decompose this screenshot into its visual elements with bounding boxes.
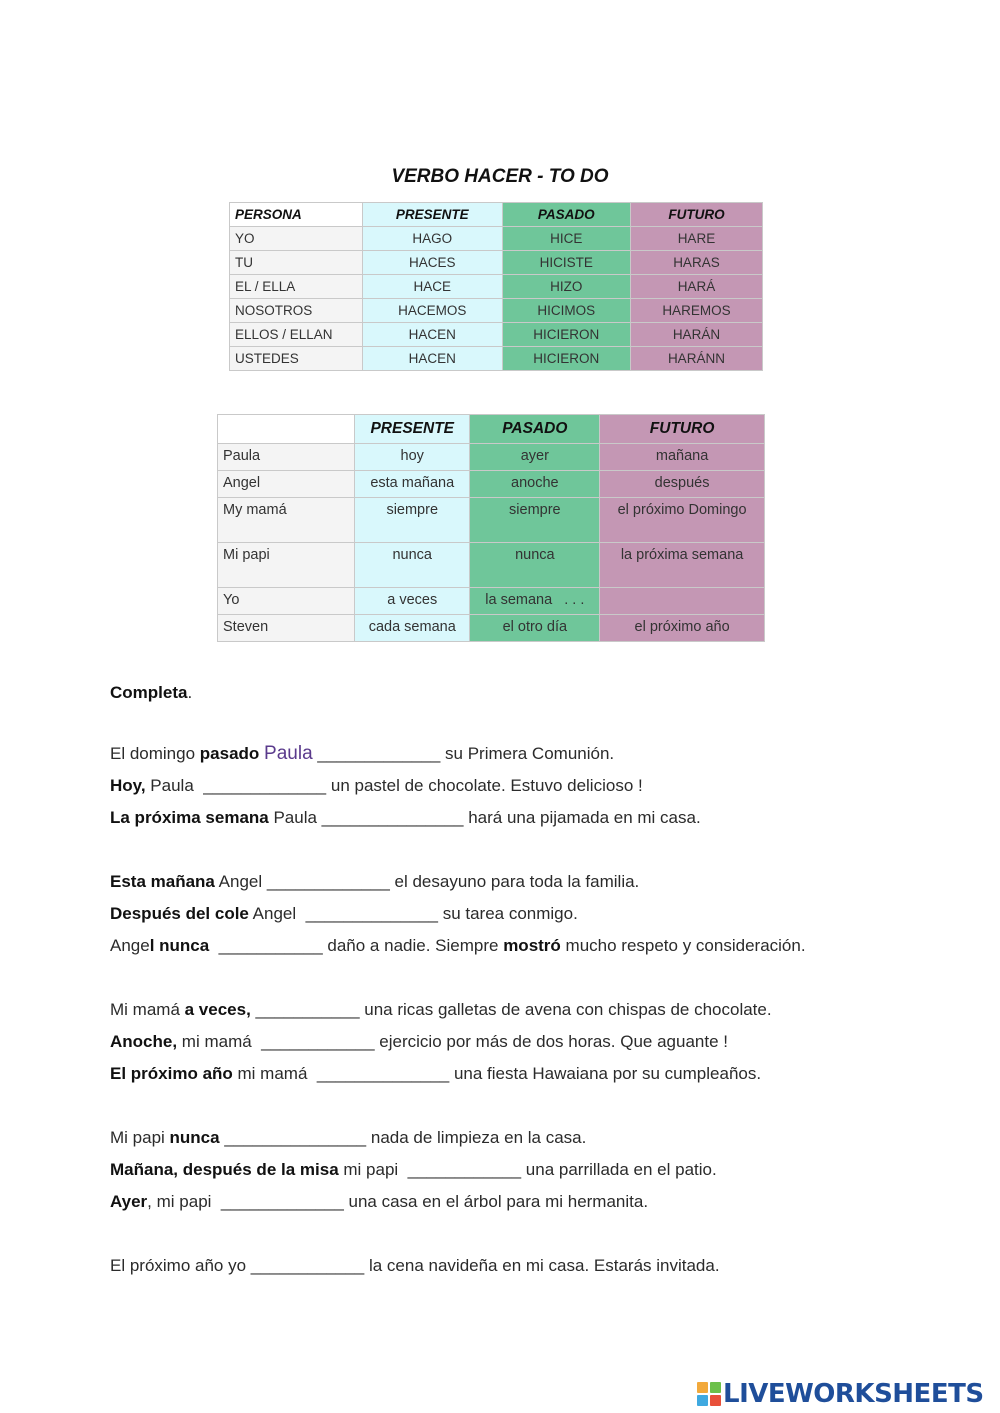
text-segment: Angel ______________ su tarea conmigo. bbox=[248, 904, 578, 923]
cell-pasado: HICIERON bbox=[502, 323, 630, 347]
table-row bbox=[218, 543, 765, 588]
bold-segment: Hoy, bbox=[110, 776, 146, 795]
cell-presente: HACEN bbox=[363, 323, 503, 347]
text-segment: _______________ nada de limpieza en la casa. bbox=[219, 1128, 587, 1147]
table-row bbox=[218, 471, 765, 498]
text-segment: El domingo bbox=[110, 744, 200, 763]
sentence-line bbox=[110, 903, 970, 935]
logo-mark-icon bbox=[697, 1382, 721, 1406]
table-row bbox=[230, 299, 763, 323]
sentence-line bbox=[110, 1191, 970, 1223]
cell-futuro: la próxima semana bbox=[600, 543, 765, 588]
worksheet-title: VERBO HACER - TO DO bbox=[391, 166, 609, 187]
text-segment: mi papi ____________ una parrillada en el patio. bbox=[338, 1160, 717, 1179]
cell-futuro: HARE bbox=[630, 227, 762, 251]
cell-pasado: HICIERON bbox=[502, 347, 630, 371]
table-row bbox=[230, 323, 763, 347]
papi-group bbox=[110, 1127, 970, 1223]
table-row bbox=[218, 498, 765, 543]
table-row bbox=[230, 227, 763, 251]
header-pasado: PASADO bbox=[470, 415, 600, 444]
text-segment: , mi papi _____________ una casa en el árbol para mi hermanita. bbox=[147, 1192, 649, 1211]
text-segment: mi mamá ____________ ejercicio por más de dos horas. Que aguante ! bbox=[177, 1032, 729, 1051]
table-header-row bbox=[218, 415, 765, 444]
cell-persona: EL / ELLA bbox=[230, 275, 363, 299]
cell-persona: ELLOS / ELLAN bbox=[230, 323, 363, 347]
text-segment: ___________ daño a nadie. Siempre bbox=[209, 936, 504, 955]
cell-pasado: ayer bbox=[470, 444, 600, 471]
cell-presente: HACEMOS bbox=[363, 299, 503, 323]
verb-conjugation-table bbox=[229, 202, 763, 371]
cell-pasado: anoche bbox=[470, 471, 600, 498]
angel-group bbox=[110, 871, 970, 967]
cell-presente: HACEN bbox=[363, 347, 503, 371]
sentence-line bbox=[110, 743, 970, 775]
exercise-title-suffix: . bbox=[187, 683, 193, 702]
cell-futuro: después bbox=[600, 471, 765, 498]
bold-segment: Esta mañana bbox=[110, 872, 215, 891]
cell-futuro: mañana bbox=[600, 444, 765, 471]
cell-persona: NOSOTROS bbox=[230, 299, 363, 323]
cell-futuro: HARÁ bbox=[630, 275, 762, 299]
table-row bbox=[230, 347, 763, 371]
header-empty bbox=[218, 415, 355, 444]
cell-persona: TU bbox=[230, 251, 363, 275]
cell-presente: a veces bbox=[355, 588, 470, 615]
cell-pasado: HICE bbox=[502, 227, 630, 251]
table-header-row bbox=[230, 203, 763, 227]
paula-group bbox=[110, 743, 970, 839]
cell-pasado: HICISTE bbox=[502, 251, 630, 275]
table-row bbox=[218, 444, 765, 471]
cell-presente: HACES bbox=[363, 251, 503, 275]
cell-presente: nunca bbox=[355, 543, 470, 588]
cell-pasado: nunca bbox=[470, 543, 600, 588]
cell-pasado: la semana . . . bbox=[470, 588, 600, 615]
bold-segment: Después del cole bbox=[110, 904, 249, 923]
bold-segment: La próxima semana bbox=[110, 808, 269, 827]
sentence-line bbox=[110, 1031, 970, 1063]
cell-futuro: el próximo año bbox=[600, 615, 765, 642]
bold-segment: nunca bbox=[169, 1128, 220, 1147]
text-segment: Mi mamá bbox=[110, 1000, 185, 1019]
sentence-line bbox=[110, 1159, 970, 1191]
cell-persona: Angel bbox=[218, 471, 355, 498]
cell-presente: esta mañana bbox=[355, 471, 470, 498]
cell-presente: siempre bbox=[355, 498, 470, 543]
table-row bbox=[218, 588, 765, 615]
text-segment: Mi papi bbox=[110, 1128, 170, 1147]
sentence-line bbox=[110, 807, 970, 839]
cell-persona: Mi papi bbox=[218, 543, 355, 588]
cell-persona: USTEDES bbox=[230, 347, 363, 371]
sentence-line bbox=[110, 999, 970, 1031]
bold-segment: El próximo año bbox=[110, 1064, 233, 1083]
cell-persona: YO bbox=[230, 227, 363, 251]
cell-persona: Yo bbox=[218, 588, 355, 615]
cell-futuro: HARÁNN bbox=[630, 347, 762, 371]
header-futuro: FUTURO bbox=[600, 415, 765, 444]
logo-square bbox=[710, 1382, 721, 1393]
bold-segment: l nunca bbox=[149, 936, 210, 955]
yo-group bbox=[110, 1255, 970, 1287]
sentence-line bbox=[110, 775, 970, 807]
text-segment: mi mamá ______________ una fiesta Hawaiana por su cumpleaños. bbox=[232, 1064, 762, 1083]
header-futuro: FUTURO bbox=[630, 203, 762, 227]
mama-group bbox=[110, 999, 970, 1095]
bold-segment: Ayer bbox=[110, 1192, 148, 1211]
header-presente: PRESENTE bbox=[363, 203, 503, 227]
bold-segment: mostró bbox=[503, 936, 561, 955]
cell-presente: cada semana bbox=[355, 615, 470, 642]
cell-persona: Steven bbox=[218, 615, 355, 642]
cell-presente: HACE bbox=[363, 275, 503, 299]
logo-text: LIVEWORKSHEETS bbox=[723, 1379, 984, 1409]
text-segment: _____________ su Primera Comunión. bbox=[312, 744, 615, 763]
cell-futuro bbox=[600, 588, 765, 615]
bold-segment: a veces, bbox=[184, 1000, 251, 1019]
liveworksheets-logo bbox=[697, 1378, 984, 1410]
sentence-line bbox=[110, 935, 970, 967]
header-presente: PRESENTE bbox=[355, 415, 470, 444]
cell-pasado: HICIMOS bbox=[502, 299, 630, 323]
cell-futuro: el próximo Domingo bbox=[600, 498, 765, 543]
text-segment: mucho respeto y consideración. bbox=[560, 936, 806, 955]
table-row bbox=[230, 251, 763, 275]
exercise-title-text: Completa bbox=[110, 683, 188, 702]
cell-persona: My mamá bbox=[218, 498, 355, 543]
sentence-line bbox=[110, 871, 970, 903]
header-pasado: PASADO bbox=[502, 203, 630, 227]
cell-persona: Paula bbox=[218, 444, 355, 471]
logo-square bbox=[697, 1382, 708, 1393]
sentence-line bbox=[110, 1127, 970, 1159]
table-row bbox=[218, 615, 765, 642]
logo-square bbox=[710, 1395, 721, 1406]
sentence-line bbox=[110, 1063, 970, 1095]
cell-presente: HAGO bbox=[363, 227, 503, 251]
cell-pasado: el otro día bbox=[470, 615, 600, 642]
cell-futuro: HARÁN bbox=[630, 323, 762, 347]
exercise-title bbox=[110, 683, 970, 703]
sentence-line bbox=[110, 1255, 970, 1287]
header-persona: PERSONA bbox=[230, 203, 363, 227]
answer-name: Paula bbox=[264, 743, 313, 764]
table-row bbox=[230, 275, 763, 299]
cell-pasado: siempre bbox=[470, 498, 600, 543]
text-segment: Angel _____________ el desayuno para toda la familia. bbox=[214, 872, 640, 891]
bold-segment: pasado bbox=[199, 744, 260, 763]
bold-segment: Mañana, después de la misa bbox=[110, 1160, 339, 1179]
cell-futuro: HARAS bbox=[630, 251, 762, 275]
text-segment: Ange bbox=[110, 936, 150, 955]
text-segment: Paula _____________ un pastel de chocolate. Estuvo delicioso ! bbox=[145, 776, 643, 795]
text-segment: ___________ una ricas galletas de avena con chispas de chocolate. bbox=[250, 1000, 772, 1019]
text-segment: El próximo año yo ____________ la cena navideña en mi casa. Estarás invitada. bbox=[110, 1256, 720, 1275]
logo-square bbox=[697, 1395, 708, 1406]
bold-segment: Anoche, bbox=[110, 1032, 178, 1051]
exercise-section bbox=[110, 683, 970, 1319]
cell-futuro: HAREMOS bbox=[630, 299, 762, 323]
time-expressions-table bbox=[217, 414, 765, 642]
cell-pasado: HIZO bbox=[502, 275, 630, 299]
cell-presente: hoy bbox=[355, 444, 470, 471]
text-segment: Paula _______________ hará una pijamada en mi casa. bbox=[268, 808, 701, 827]
